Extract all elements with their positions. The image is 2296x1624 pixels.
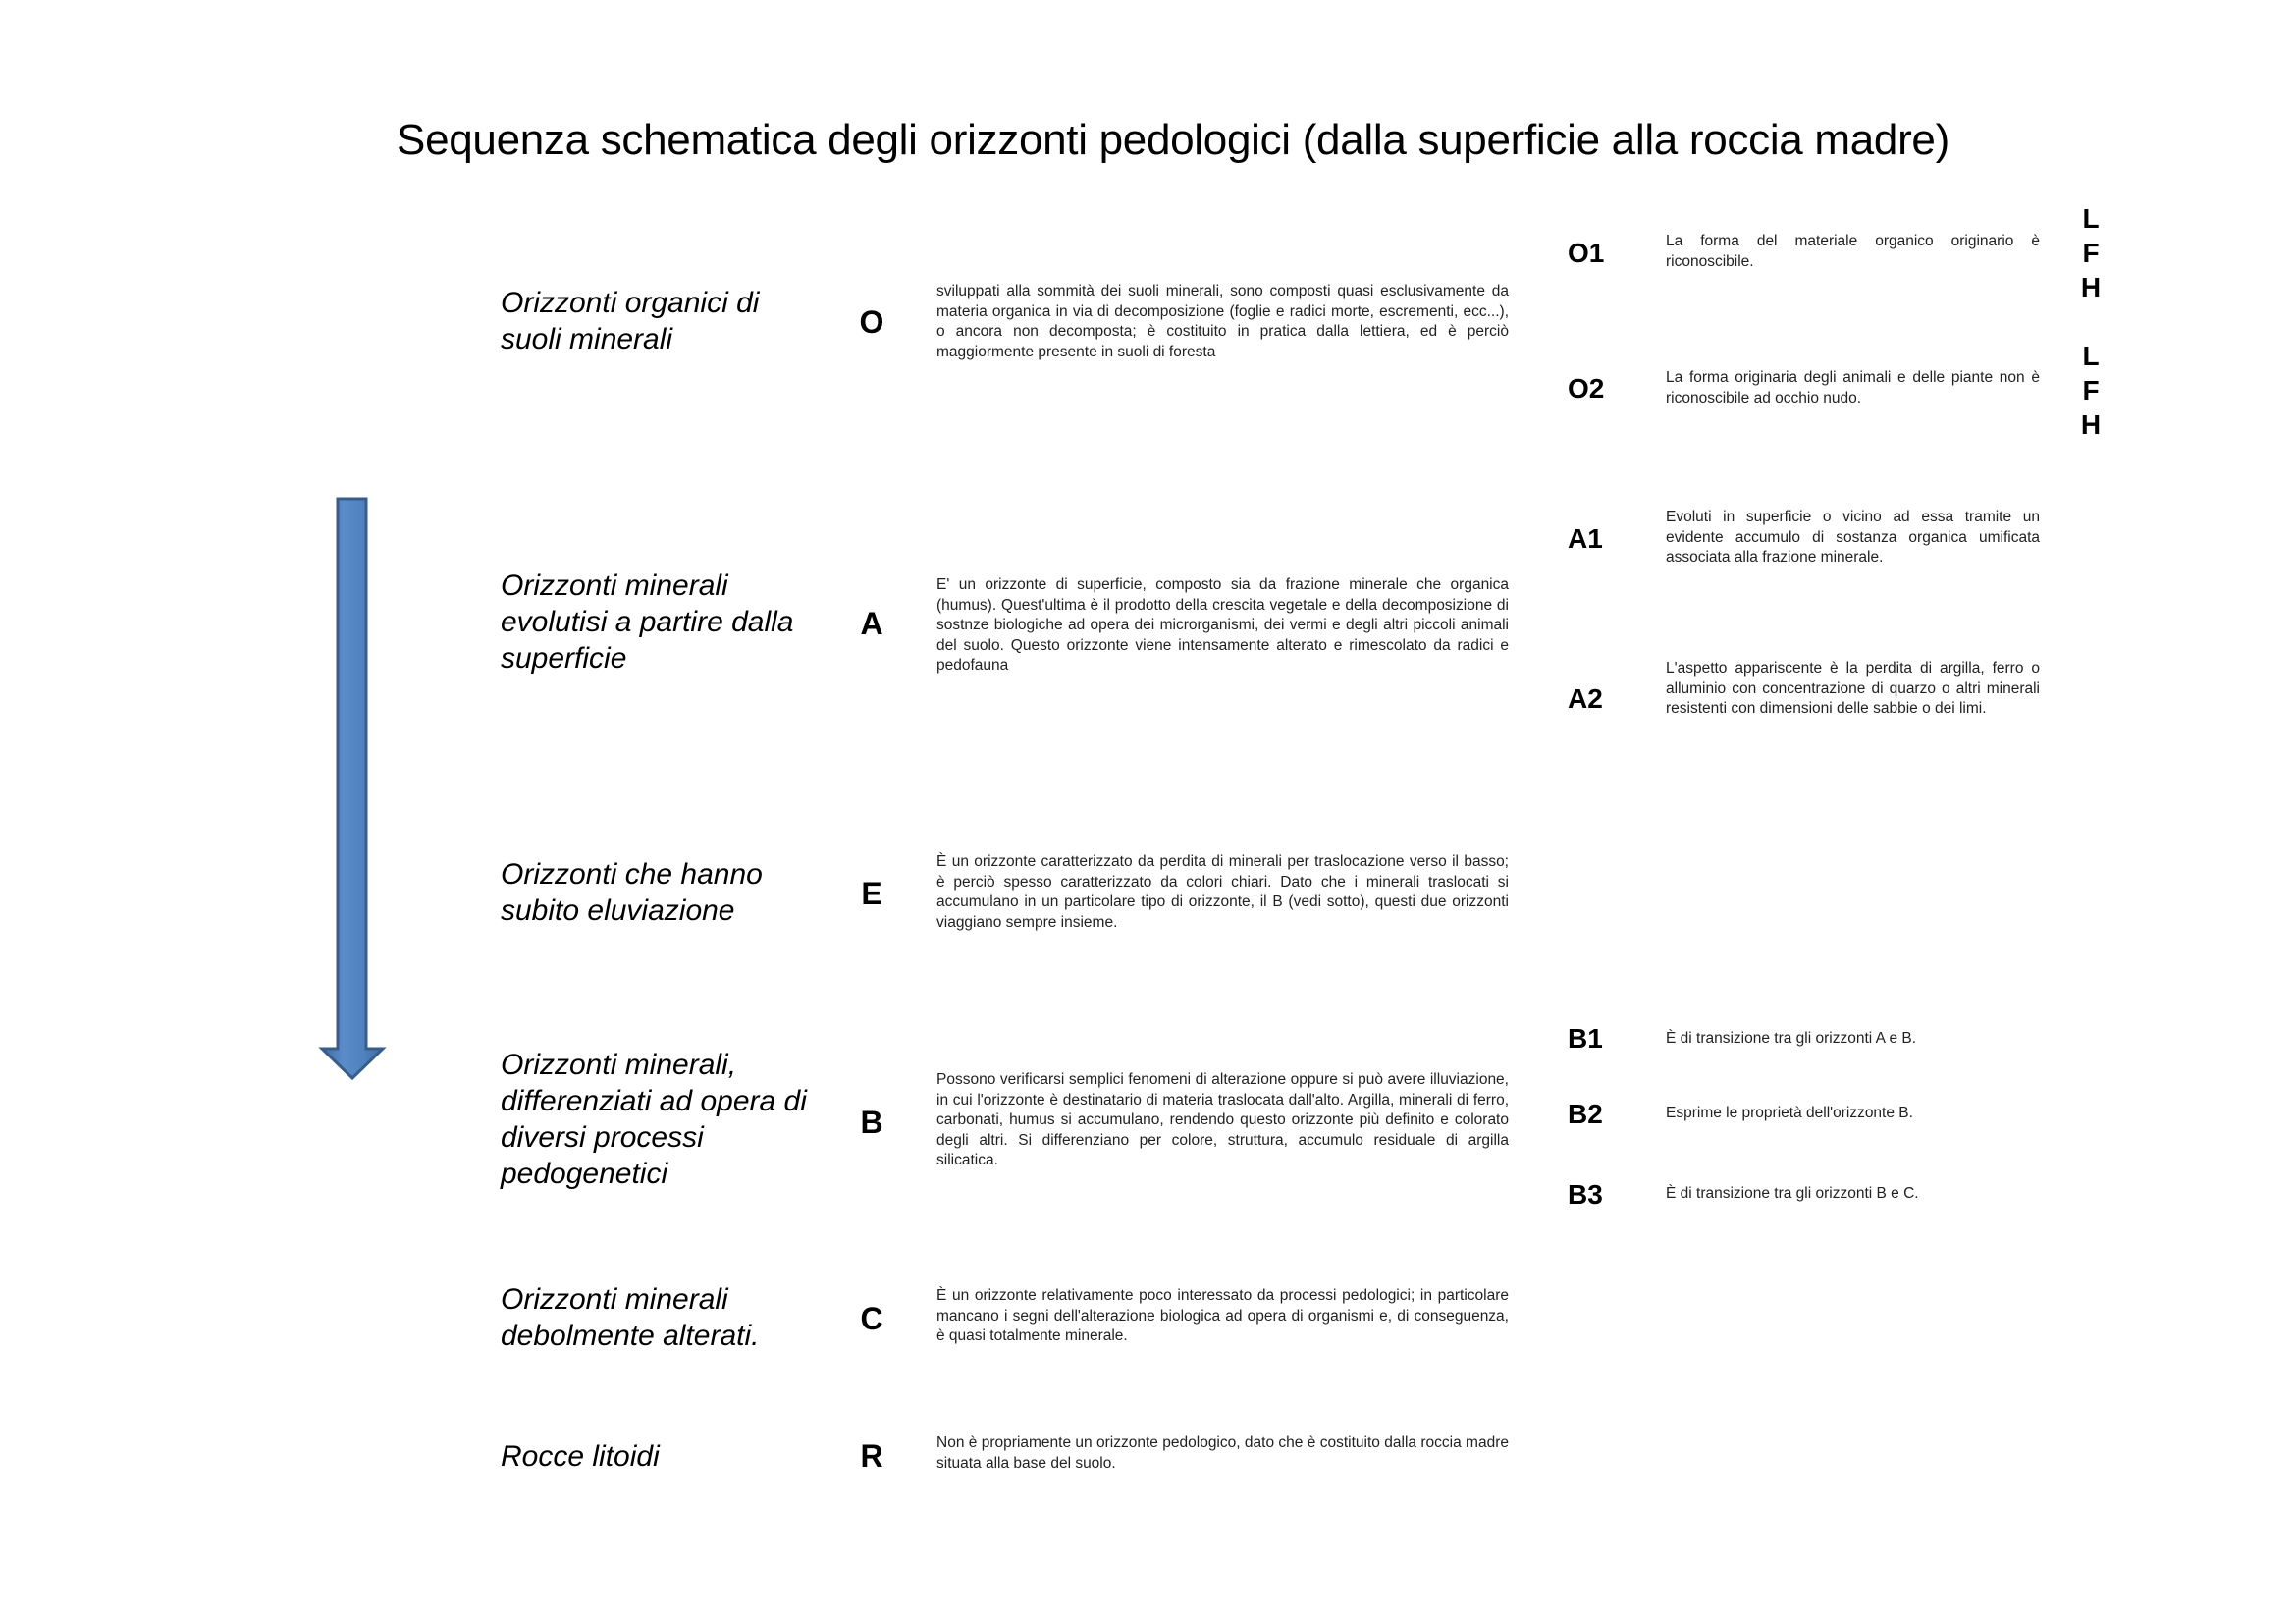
subhorizon-code-a2: A2 — [1568, 683, 1603, 714]
subhorizon-code-b1: B1 — [1568, 1023, 1603, 1054]
layer-l: L — [2082, 341, 2100, 371]
horizon-description-c: È un orizzonte relativamente poco interessato da processi pedologici; in particolare mancano i segni dell'alterazione biologica ad opera di organismi e, di conseguenza, è quasi totalmente minerale. — [936, 1287, 1509, 1344]
subhorizon-description-a1: Evoluti in superficie o vicino ad essa tramite un evidente accumulo di sostanza organica umificata associata alla frazione minerale. — [1666, 509, 2040, 566]
horizon-code-e: E — [861, 876, 882, 911]
subhorizon-code-o1: O1 — [1568, 238, 1605, 268]
subhorizon-description-o2: La forma originaria degli animali e delle piante non è riconoscibile ad occhio nudo. — [1666, 369, 2040, 406]
layer-list-o2 — [2079, 339, 2103, 442]
horizon-code-r: R — [860, 1438, 883, 1474]
horizon-description-r: Non è propriamente un orizzonte pedologico, dato che è costituito dalla roccia madre situata alla base del suolo. — [936, 1435, 1509, 1472]
horizon-label-a: Orizzonti minerali evolutisi a partire dalla superficie — [501, 569, 794, 675]
subhorizon-code-a1: A1 — [1568, 523, 1603, 554]
horizon-code-o: O — [859, 304, 884, 340]
subhorizon-code-b3: B3 — [1568, 1179, 1603, 1210]
horizon-label-b: Orizzonti minerali, differenziati ad opera di diversi processi pedogenetici — [501, 1049, 807, 1190]
arrow-shape — [322, 499, 383, 1078]
horizon-label-r: Rocce litoidi — [501, 1440, 660, 1473]
horizon-label-e: Orizzonti che hanno subito eluviazione — [501, 858, 763, 927]
layer-h: H — [2080, 272, 2102, 302]
layer-l: L — [2082, 203, 2100, 234]
page-title: Sequenza schematica degli orizzonti pedologici (dalla superficie alla roccia madre) — [397, 116, 1949, 164]
layer-h: H — [2080, 409, 2102, 440]
horizon-description-b: Possono verificarsi semplici fenomeni di alterazione oppure si può avere illuviazione, in cui l'orizzonte è destinatario di materia traslocata dall'alto. Argilla, minerali di ferro, carbonati, humus si accumulano, rendendo questo orizzonte più definito e colorato degli altri. Si differenziano per colore, struttura, accumulo residuale di argilla silicatica. — [936, 1071, 1509, 1168]
horizon-code-b: B — [860, 1105, 883, 1140]
subhorizon-description-b1: È di transizione tra gli orizzonti A e B. — [1666, 1030, 1917, 1047]
subhorizon-description-a2: L'aspetto appariscente è la perdita di argilla, ferro o alluminio con concentrazione di quarzo o altri minerali resistenti con dimensioni delle sabbie o dei limi. — [1666, 660, 2040, 717]
subhorizon-description-b2: Esprime le proprietà dell'orizzonte B. — [1666, 1105, 1913, 1121]
layer-f: F — [2082, 238, 2100, 268]
horizon-label-o: Orizzonti organici di suoli minerali — [501, 287, 760, 355]
horizon-code-c: C — [860, 1301, 883, 1336]
arrow-down-icon — [314, 491, 393, 1090]
horizon-description-o: sviluppati alla sommità dei suoli minerali, sono composti quasi esclusivamente da materia organica in via di decomposizione (foglie e radici morte, escrementi, ecc...), o ancora non decomposta; è costituito in pratica dalla lettiera, ed è perciò maggiormente presente in suoli di foresta — [936, 283, 1509, 360]
horizon-code-a: A — [860, 606, 883, 641]
subhorizon-code-o2: O2 — [1568, 373, 1605, 404]
subhorizon-description-b3: È di transizione tra gli orizzonti B e C. — [1666, 1185, 1919, 1202]
horizon-description-a: E' un orizzonte di superficie, composto sia da frazione minerale che organica (humus). Quest'ultima è il prodotto della crescita vegetale e della decomposizione di sostnze biologiche ad opera dei microrganismi, dei vermi e degli altri piccoli animali del suolo. Questo orizzonte viene intensamente alterato e rimescolato da radici e pedofauna — [936, 576, 1509, 674]
layer-list-o1 — [2079, 201, 2103, 304]
layer-f: F — [2082, 375, 2100, 406]
subhorizon-description-o1: La forma del materiale organico originario è riconoscibile. — [1666, 233, 2040, 270]
subhorizon-code-b2: B2 — [1568, 1099, 1603, 1129]
horizon-description-e: È un orizzonte caratterizzato da perdita di minerali per traslocazione verso il basso; è perciò spesso caratterizzato da colori chiari. Dato che i minerali traslocati si accumulano in un particolare tipo di orizzonte, il B (vedi sotto), questi due orizzonti viaggiano sempre insieme. — [936, 853, 1509, 931]
horizon-label-c: Orizzonti minerali debolmente alterati. — [501, 1283, 760, 1352]
